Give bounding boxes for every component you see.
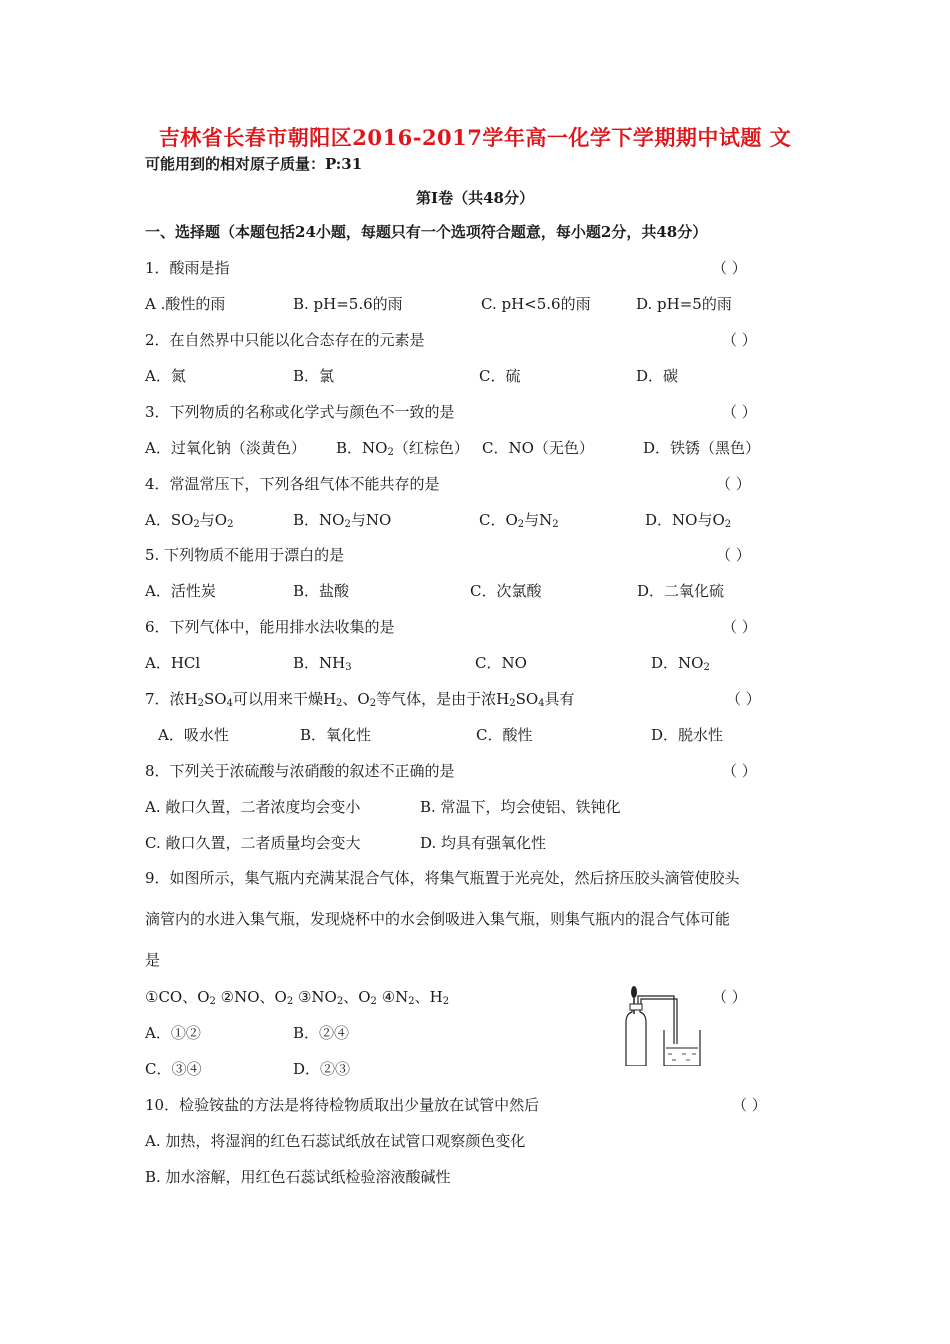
- q8-option-d: D. 均具有强氧化性: [420, 834, 547, 852]
- q7-stem-6: SO: [515, 690, 539, 708]
- q10-option-a: A. 加热，将湿润的红色石蕊试纸放在试管口观察颜色变化: [145, 1132, 526, 1150]
- q9-s1: 2: [209, 996, 216, 1007]
- q9-stem-line3: 是: [145, 951, 161, 969]
- q7-sub-2: 4: [226, 698, 233, 709]
- q1-option-b: B. pH=5.6的雨: [293, 295, 403, 313]
- q7-sub-5: 2: [509, 698, 516, 709]
- q9-s5: 2: [408, 996, 415, 1007]
- q7-stem-7: 具有: [544, 690, 575, 708]
- q10-option-b: B. 加水溶解，用红色石蕊试纸检验溶液酸碱性: [145, 1168, 451, 1186]
- gas-bottle: [626, 1006, 646, 1066]
- atomic-mass-note: 可能用到的相对原子质量：P:31: [145, 155, 363, 173]
- q4-b-pre: B．NO: [293, 511, 345, 529]
- q4-c-sub2: 2: [552, 519, 559, 530]
- q8-option-c: C. 敞口久置，二者质量均会变大: [145, 834, 361, 852]
- q8-option-b: B. 常温下，均会使铝、铁钝化: [420, 798, 621, 816]
- q9-option-c: C．③④: [145, 1060, 202, 1078]
- q6-d-sub: 2: [703, 662, 710, 673]
- q8-answer-bracket: （ ）: [722, 762, 757, 780]
- q9-opts-4: 、O: [343, 988, 371, 1006]
- q3-option-b: [336, 438, 469, 458]
- q3-answer-bracket: （ ）: [722, 403, 757, 421]
- q9-s6: 2: [442, 996, 450, 1007]
- q7-option-c: C．酸性: [476, 726, 533, 744]
- q4-a-sub2: 2: [227, 519, 234, 530]
- q3-b-pre: B．NO: [336, 439, 388, 457]
- document-title: 吉林省长春市朝阳区2016-2017学年高一化学下学期期中试题 文: [158, 125, 792, 150]
- q8-option-a: A. 敞口久置，二者浓度均会变小: [145, 798, 361, 816]
- section-header: 第Ⅰ卷（共48分）: [416, 189, 534, 207]
- q10-answer-bracket: （ ）: [732, 1096, 767, 1114]
- q7-answer-bracket: （ ）: [726, 690, 761, 708]
- q3-b-post: （红棕色）: [393, 439, 469, 457]
- q9-option-d: D．②③: [293, 1060, 351, 1078]
- q9-opts-2: ②NO、O: [215, 988, 287, 1006]
- q5-answer-bracket: （ ）: [716, 546, 751, 564]
- q2-option-b: B．氯: [293, 367, 335, 385]
- q9-stem-line1: 9．如图所示，集气瓶内充满某混合气体，将集气瓶置于光亮处，然后挤压胶头滴管使胶头: [145, 869, 740, 887]
- q9-opts-1: ①CO、O: [145, 988, 210, 1006]
- q4-option-a: [145, 510, 233, 530]
- q6-option-b: [293, 653, 352, 673]
- q9-s2: 2: [286, 996, 294, 1007]
- q10-stem: 10．检验铵盐的方法是将待检物质取出少量放在试管中然后: [145, 1096, 540, 1114]
- dropper-bulb: [631, 986, 637, 998]
- q9-choices: [145, 987, 449, 1007]
- q9-option-b: B．②④: [293, 1024, 350, 1042]
- q3-option-a: A．过氧化钠（淡黄色）: [145, 439, 306, 457]
- q7-stem-1: 7．浓H: [145, 690, 198, 708]
- q2-option-a: A．氮: [145, 367, 186, 385]
- q3-option-d: D．铁锈（黑色）: [643, 439, 761, 457]
- q7-sub-4: 2: [369, 698, 377, 709]
- q1-option-d: D. pH=5的雨: [636, 295, 732, 313]
- q4-d-pre: D．NO与O: [645, 511, 725, 529]
- q4-option-b: [293, 510, 391, 530]
- q9-opts-3: ③NO: [293, 988, 337, 1006]
- q3-b-sub: 2: [387, 447, 394, 458]
- q4-option-d: [645, 510, 731, 530]
- q2-option-c: C．硫: [479, 367, 521, 385]
- q6-b-pre: B．NH: [293, 654, 346, 672]
- q6-b-sub: 3: [345, 662, 352, 673]
- q9-option-a: A．①②: [145, 1024, 201, 1042]
- q5-option-c: C．次氯酸: [470, 582, 542, 600]
- q4-a-pre: A．SO: [145, 511, 194, 529]
- q2-stem: 2．在自然界中只能以化合态存在的元素是: [145, 331, 425, 349]
- q7-stem-4: 、O: [342, 690, 370, 708]
- q9-answer-bracket: （ ）: [712, 988, 747, 1006]
- q7-stem-2: SO: [204, 690, 227, 708]
- q6-stem: 6．下列气体中，能用排水法收集的是: [145, 618, 395, 636]
- q9-stem-line2: 滴管内的水进入集气瓶，发现烧杯中的水会倒吸进入集气瓶，则集气瓶内的混合气体可能: [145, 910, 731, 928]
- q9-opts-5: ④N: [376, 988, 409, 1006]
- q4-b-post: 与NO: [350, 511, 392, 529]
- q1-stem: 1．酸雨是指: [145, 259, 230, 277]
- q1-option-c: C. pH<5.6的雨: [481, 295, 591, 313]
- q4-option-c: [479, 510, 559, 530]
- q6-d-pre: D．NO: [651, 654, 704, 672]
- q1-answer-bracket: （ ）: [712, 259, 747, 277]
- q4-c-mid: 与N: [524, 511, 553, 529]
- q7-sub-1: 2: [197, 698, 204, 709]
- q3-option-c: C．NO（无色）: [482, 439, 594, 457]
- q9-s3: 2: [336, 996, 344, 1007]
- q9-opts-6: 、H: [414, 988, 443, 1006]
- q7-stem-3: 可以用来干燥H: [232, 690, 337, 708]
- q4-stem: 4．常温常压下，下列各组气体不能共存的是: [145, 475, 440, 493]
- q4-a-mid: 与O: [199, 511, 228, 529]
- q2-option-d: D．碳: [636, 367, 679, 385]
- q7-stem: [145, 689, 575, 709]
- gas-bottle-beaker-figure: [616, 984, 716, 1066]
- q2-answer-bracket: （ ）: [722, 331, 757, 349]
- q4-d-sub: 2: [724, 519, 732, 530]
- q4-c-pre: C．O: [479, 511, 518, 529]
- q4-b-sub: 2: [344, 519, 351, 530]
- q6-option-a: A．HCl: [145, 654, 201, 672]
- q3-stem: 3．下列物质的名称或化学式与颜色不一致的是: [145, 403, 455, 421]
- q7-stem-5: 等气体，是由于浓H: [376, 690, 510, 708]
- q7-sub-6: 4: [538, 698, 545, 709]
- q4-answer-bracket: （ ）: [716, 475, 751, 493]
- q6-option-d: [651, 653, 710, 673]
- q7-option-d: D．脱水性: [651, 726, 724, 744]
- q8-stem: 8．下列关于浓硫酸与浓硝酸的叙述不正确的是: [145, 762, 455, 780]
- q6-answer-bracket: （ ）: [722, 618, 757, 636]
- q4-c-sub1: 2: [517, 519, 525, 530]
- q7-option-b: B．氧化性: [300, 726, 372, 744]
- q6-option-c: C．NO: [475, 654, 527, 672]
- q7-option-a: A．吸水性: [158, 726, 229, 744]
- q9-s4: 2: [370, 996, 377, 1007]
- q5-option-d: D．二氧化硫: [637, 582, 725, 600]
- q5-option-a: A．活性炭: [145, 582, 216, 600]
- q4-a-sub1: 2: [193, 519, 200, 530]
- q1-option-a: A .酸性的雨: [145, 295, 226, 313]
- connecting-tube: [638, 996, 674, 1044]
- q5-stem: 5. 下列物质不能用于漂白的是: [145, 546, 345, 564]
- part-title: 一、选择题（本题包括24小题，每题只有一个选项符合题意，每小题2分，共48分）: [145, 223, 708, 241]
- q7-sub-3: 2: [336, 698, 343, 709]
- bottle-stopper: [630, 1004, 642, 1010]
- q5-option-b: B．盐酸: [293, 582, 350, 600]
